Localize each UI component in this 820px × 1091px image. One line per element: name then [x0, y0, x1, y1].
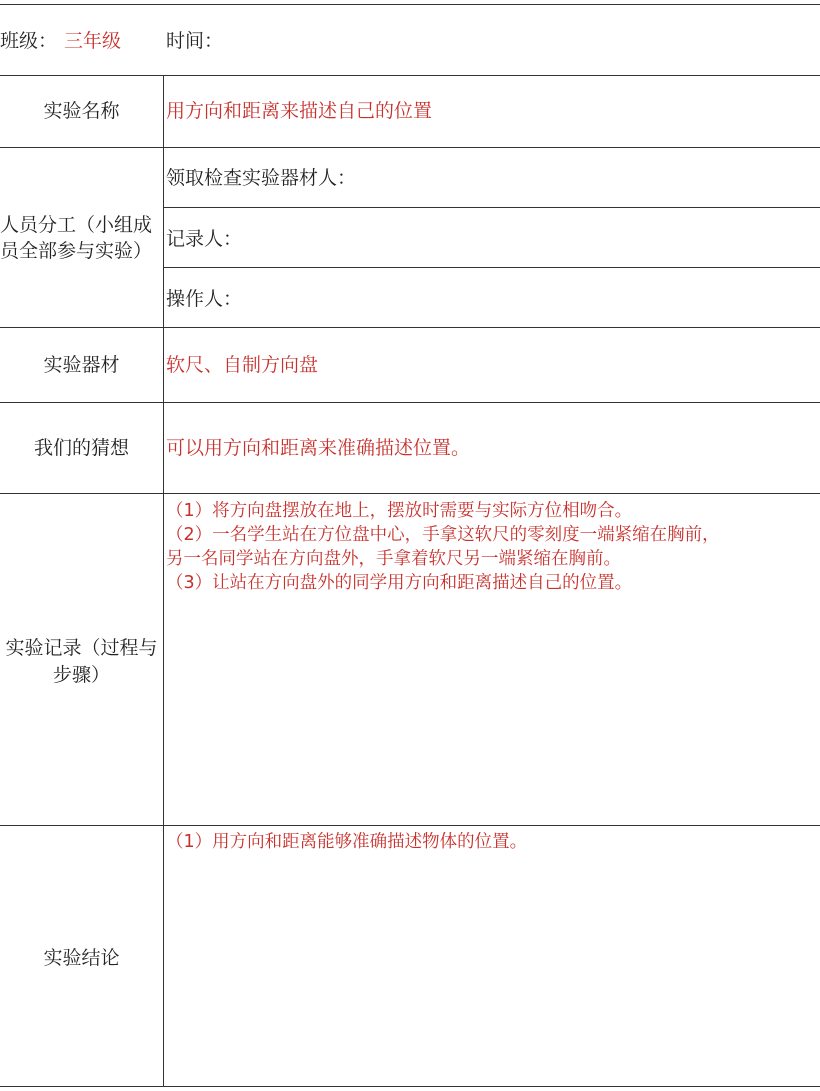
recorder-field: 记录人： [166, 228, 243, 250]
staff-label-line1: 人员分工（小组成 [0, 214, 153, 236]
class-value: 三年级 [64, 30, 122, 52]
record-step: （3）让站在方向盘外的同学用方向和距离描述自己的位置。 [166, 573, 633, 593]
operator-field: 操作人： [166, 288, 243, 310]
conclusion-value: （1）用方向和距离能够准确描述物体的位置。 [166, 832, 528, 852]
inspector-field: 领取检查实验器材人： [166, 167, 357, 189]
row-divider [0, 493, 820, 494]
row-divider [0, 147, 820, 148]
record-label-line2: 步骤） [52, 664, 110, 686]
row-divider [0, 825, 820, 826]
record-label [0, 635, 163, 689]
record-step: （1）将方向盘摆放在地上，摆放时需要与实际方位相吻合。 [166, 501, 633, 521]
table-border-top [0, 4, 820, 5]
class-label: 班级： [0, 30, 58, 52]
equipment-label: 实验器材 [43, 354, 120, 376]
record-label-line1: 实验记录（过程与 [5, 637, 158, 659]
row-divider [0, 402, 820, 403]
column-divider [163, 76, 164, 1086]
experiment-name-value: 用方向和距离来描述自己的位置 [166, 100, 433, 122]
table-border-bottom [0, 1086, 820, 1087]
hypothesis-label: 我们的猜想 [33, 437, 129, 459]
experiment-name-label: 实验名称 [43, 100, 120, 122]
time-label: 时间： [166, 30, 224, 52]
equipment-value: 软尺、自制方向盘 [166, 354, 319, 376]
row-divider [0, 75, 820, 76]
conclusion-label: 实验结论 [43, 947, 120, 969]
sub-row-divider [163, 207, 820, 208]
hypothesis-value: 可以用方向和距离来准确描述位置。 [166, 437, 471, 459]
row-divider [0, 327, 820, 328]
staff-label-line2: 员全部参与实验） [0, 240, 153, 262]
record-steps [166, 499, 818, 595]
sub-row-divider [163, 267, 820, 268]
record-step: 另一名同学站在方向盘外，手拿着软尺另一端紧缩在胸前。 [166, 549, 621, 569]
staff-label [0, 212, 163, 264]
record-step: （2）一名学生站在方位盘中心，手拿这软尺的零刻度一端紧缩在胸前， [166, 525, 720, 545]
